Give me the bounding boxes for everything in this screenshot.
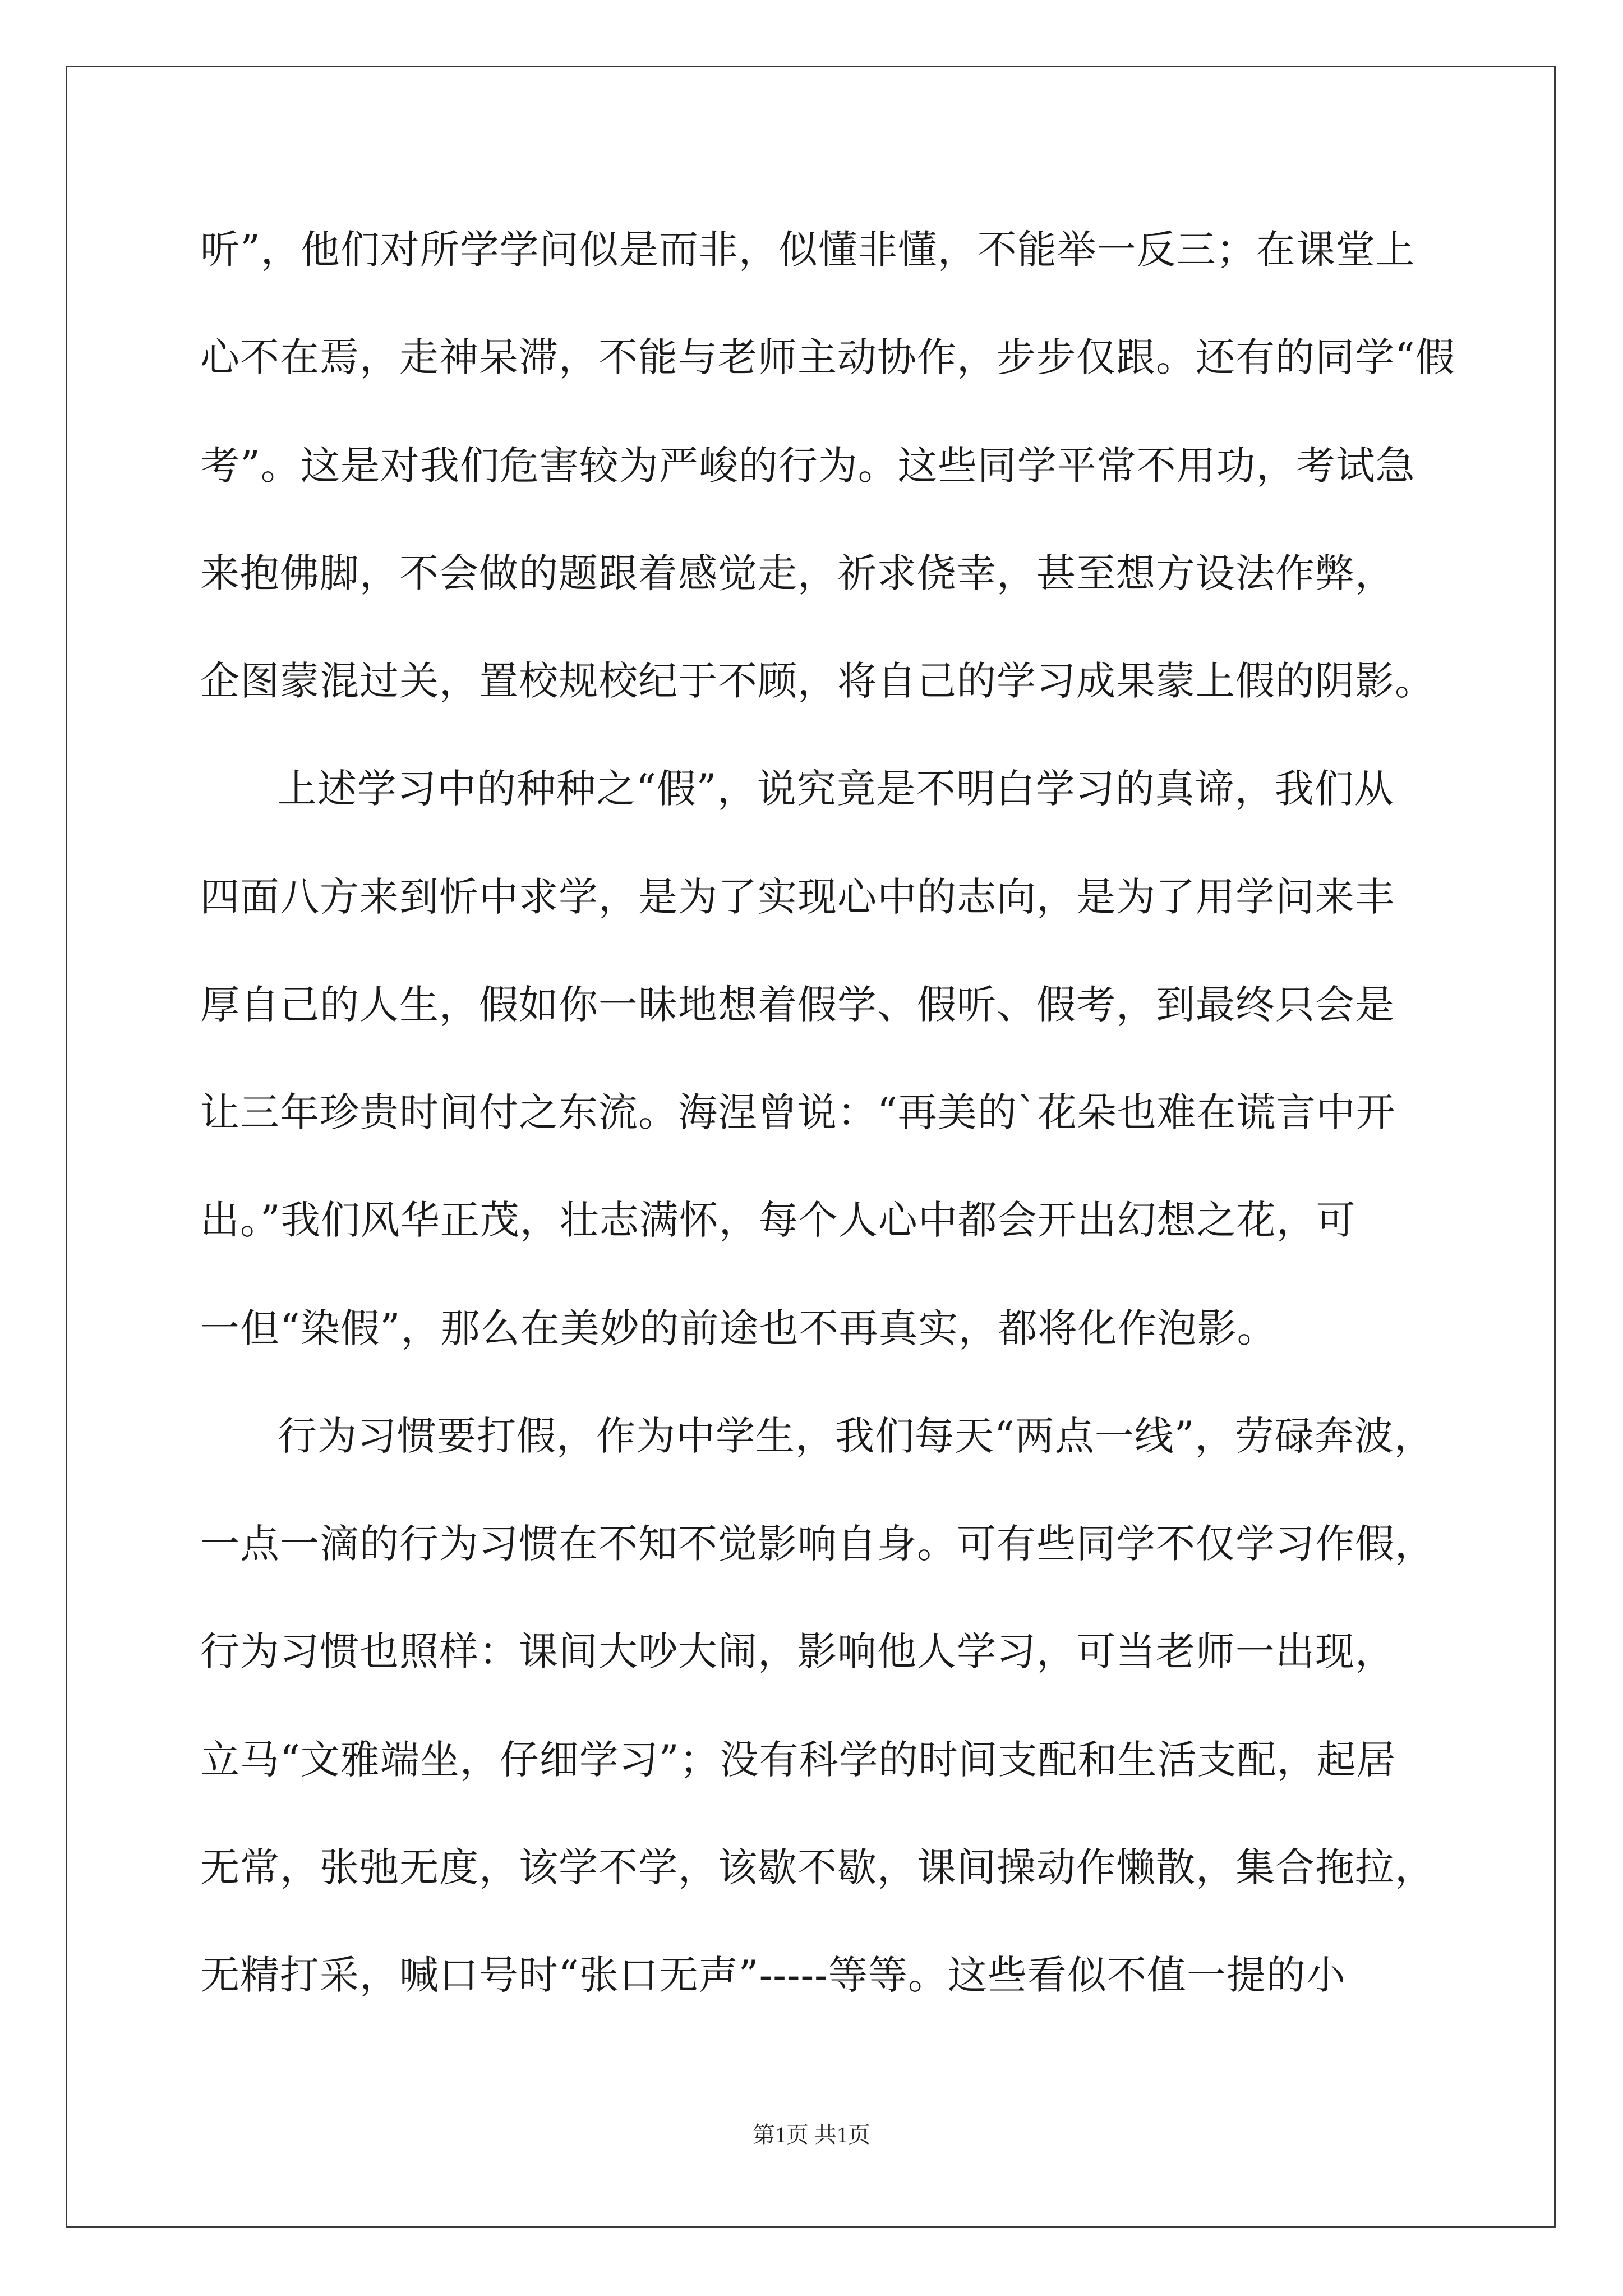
paragraph-line: 一但“染假”，那么在美妙的前途也不再真实，都将化作泡影。 — [200, 1305, 1277, 1351]
paragraph-line: 行为习惯也照样：课间大吵大闹，影响他人学习，可当老师一出现， — [200, 1628, 1395, 1674]
paragraph-line: 听”，他们对所学学问似是而非，似懂非懂，不能举一反三；在课堂上 — [200, 227, 1415, 273]
paragraph-line: 行为习惯要打假，作为中学生，我们每天“两点一线”，劳碌奔波， — [278, 1413, 1434, 1459]
paragraph-line: 心不在焉，走神呆滞，不能与老师主动协作，步步仅跟。还有的同学“假 — [200, 334, 1455, 380]
page-number: 第1页 共1页 — [753, 2122, 870, 2147]
page-border — [66, 66, 1556, 2228]
paragraph-line: 来抱佛脚，不会做的题跟着感觉走，祈求侥幸，甚至想方设法作弊， — [200, 550, 1395, 596]
paragraph-line: 上述学习中的种种之“假”，说究竟是不明白学习的真谛，我们从 — [278, 766, 1394, 812]
paragraph-line: 一点一滴的行为习惯在不知不觉影响自身。可有些同学不仅学习作假， — [200, 1521, 1435, 1567]
paragraph-line: 考”。这是对我们危害较为严峻的行为。这些同学平常不用功，考试急 — [200, 443, 1415, 489]
paragraph-line: 厚自己的人生，假如你一昧地想着假学、假听、假考，到最终只会是 — [200, 982, 1395, 1028]
paragraph-line: 让三年珍贵时间付之东流。海涅曾说：“再美的`花朵也难在谎言中开 — [200, 1089, 1396, 1135]
paragraph-line: 无精打采，喊口号时“张口无声”-----等等。这些看似不值一提的小 — [200, 1952, 1346, 1998]
paragraph-line: 四面八方来到忻中求学，是为了实现心中的志向，是为了用学问来丰 — [200, 874, 1395, 920]
paragraph-line: 出。”我们风华正茂，壮志满怀，每个人心中都会开出幻想之花，可 — [200, 1197, 1356, 1243]
paragraph-line: 立马“文雅端坐，仔细学习”；没有科学的时间支配和生活支配，起居 — [200, 1737, 1396, 1783]
paragraph-line: 企图蒙混过关，置校规校纪于不顾，将自己的学习成果蒙上假的阴影。 — [200, 658, 1435, 704]
paragraph-line: 无常，张弛无度，该学不学，该歇不歇，课间操动作懒散，集合拖拉， — [200, 1844, 1435, 1890]
